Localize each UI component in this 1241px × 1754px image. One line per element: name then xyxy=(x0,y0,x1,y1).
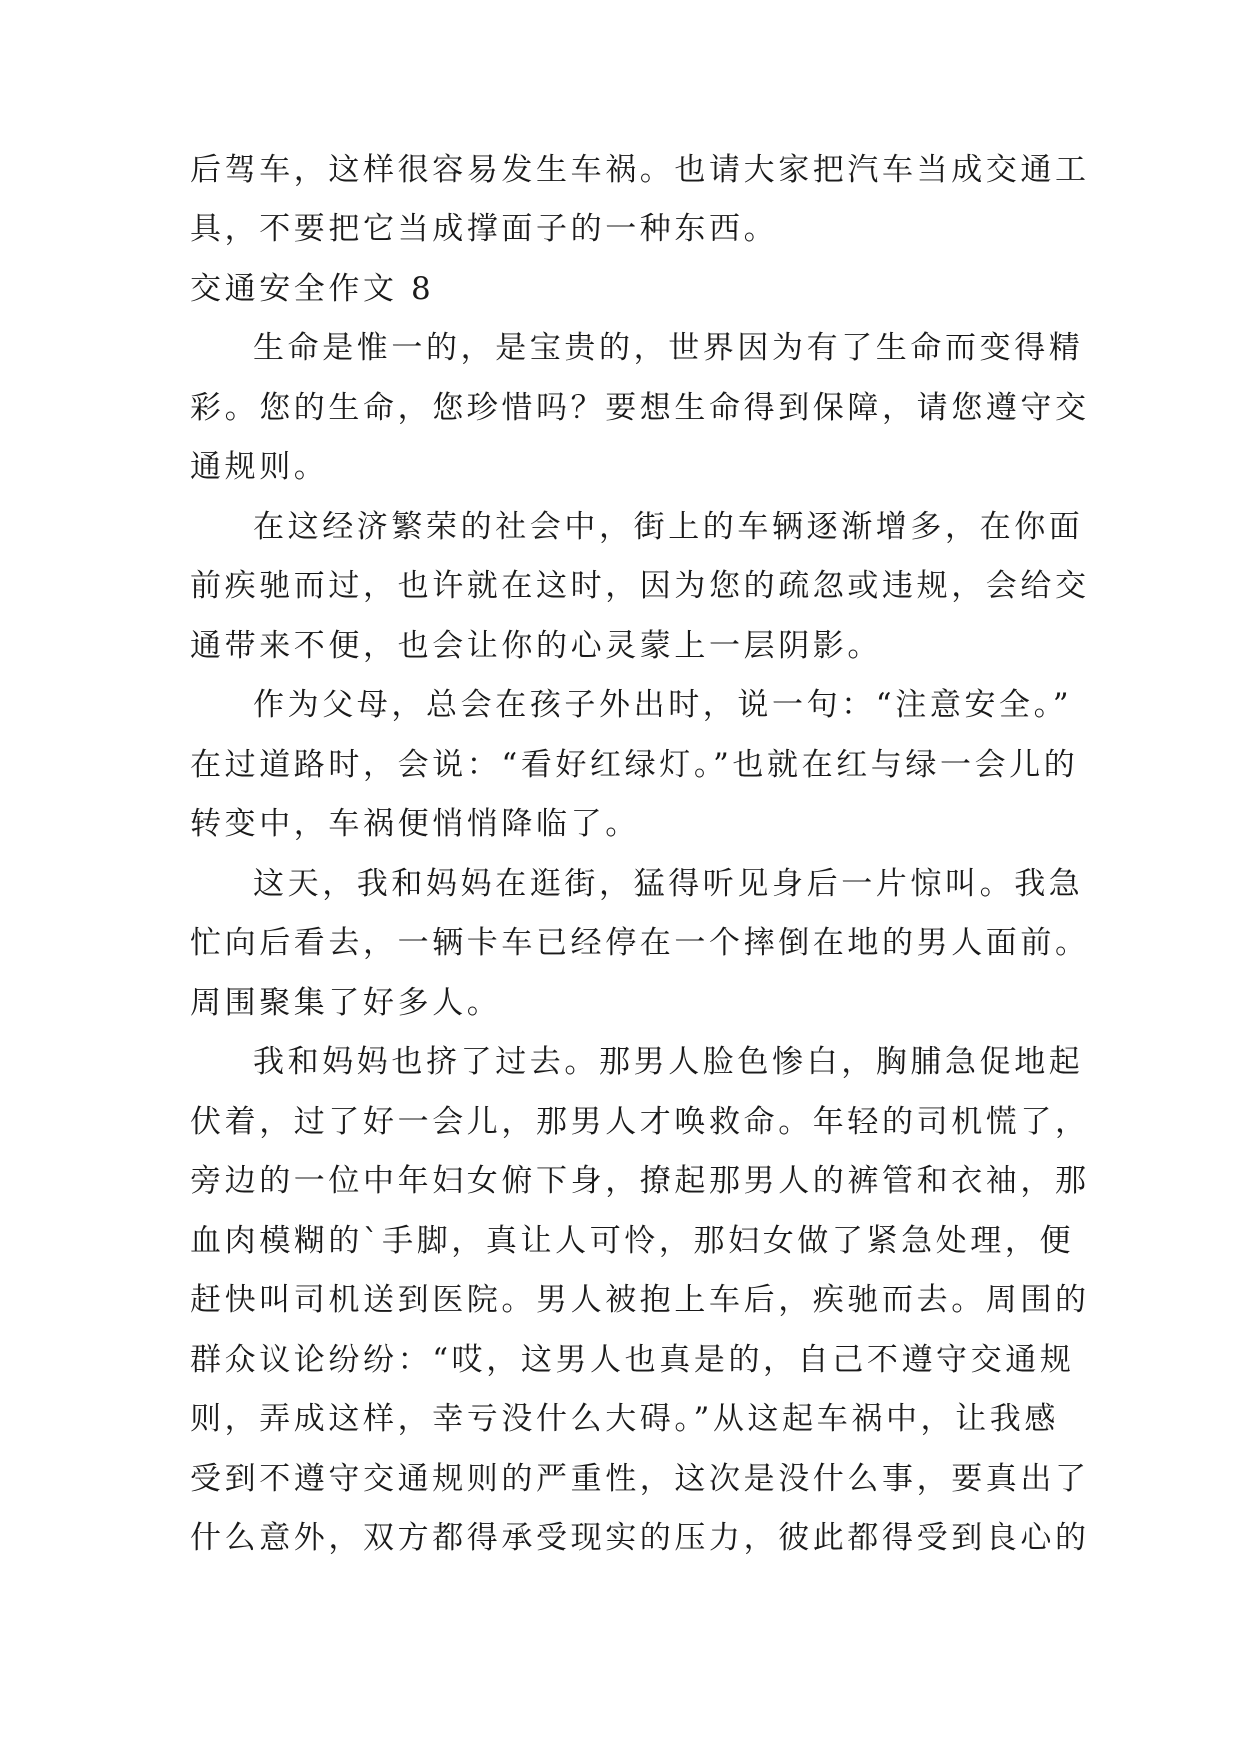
paragraph-start: 在这经济繁荣的社会中，街上的车辆逐渐增多，在你面 xyxy=(253,509,1084,545)
text-line: 群众议论纷纷：“哎，这男人也真是的，自己不遵守交通规 xyxy=(190,1342,1075,1378)
paragraph-start: 作为父母，总会在孩子外出时，说一句：“注意安全。” xyxy=(253,687,1073,723)
paragraph-start: 我和妈妈也挤了过去。那男人脸色惨白，胸脯急促地起 xyxy=(253,1044,1084,1080)
paragraph-start: 这天，我和妈妈在逛街，猛得听见身后一片惊叫。我急 xyxy=(253,866,1084,902)
text-line: 旁边的一位中年妇女俯下身，撩起那男人的裤管和衣袖，那 xyxy=(190,1163,1090,1199)
text-line: 前疾驰而过，也许就在这时，因为您的疏忽或违规，会给交 xyxy=(190,568,1090,604)
paragraph-start: 生命是惟一的，是宝贵的，世界因为有了生命而变得精 xyxy=(253,330,1084,366)
text-line: 受到不遵守交通规则的严重性，这次是没什么事，要真出了 xyxy=(190,1461,1090,1497)
text-line: 具，不要把它当成撑面子的一种东西。 xyxy=(190,211,779,247)
text-line: 通带来不便，也会让你的心灵蒙上一层阴影。 xyxy=(190,628,882,664)
text-line: 周围聚集了好多人。 xyxy=(190,985,502,1021)
text-line: 赶快叫司机送到医院。男人被抱上车后，疾驰而去。周围的 xyxy=(190,1282,1090,1318)
text-line: 忙向后看去，一辆卡车已经停在一个摔倒在地的男人面前。 xyxy=(190,925,1090,961)
section-heading: 交通安全作文 8 xyxy=(190,271,435,307)
text-line: 血肉模糊的`手脚，真让人可怜，那妇女做了紧急处理，便 xyxy=(190,1223,1075,1259)
text-line: 则，弄成这样，幸亏没什么大碍。”从这起车祸中，让我感 xyxy=(190,1401,1059,1437)
text-line: 通规则。 xyxy=(190,449,329,485)
text-line: 转变中，车祸便悄悄降临了。 xyxy=(190,806,640,842)
text-line: 后驾车，这样很容易发生车祸。也请大家把汽车当成交通工 xyxy=(190,152,1090,188)
text-line: 彩。您的生命，您珍惜吗？要想生命得到保障，请您遵守交 xyxy=(190,390,1090,426)
text-line: 在过道路时，会说：“看好红绿灯。”也就在红与绿一会儿的 xyxy=(190,747,1079,783)
text-line: 什么意外，双方都得承受现实的压力，彼此都得受到良心的 xyxy=(190,1520,1090,1556)
text-line: 伏着，过了好一会儿，那男人才唤救命。年轻的司机慌了， xyxy=(190,1104,1090,1140)
